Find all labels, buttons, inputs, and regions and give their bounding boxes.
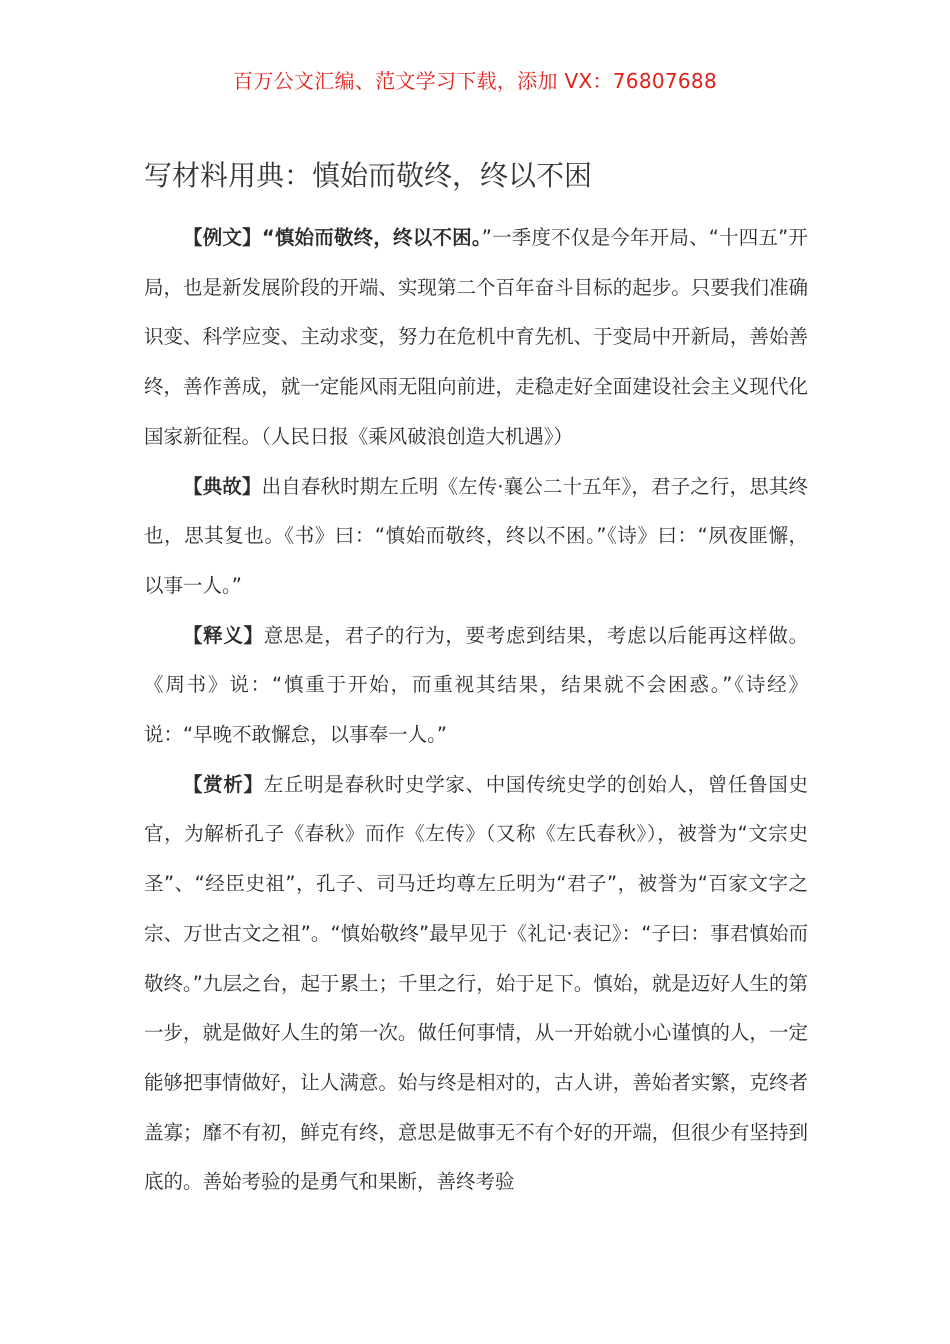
paragraph-emphasis: “慎始而敬终，终以不困。 — [261, 226, 482, 249]
paragraph-text: 意思是，君子的行为，要考虑到结果，考虑以后能再这样做。《周书》说：“慎重于开始，而重视其结果，结果就不会困惑。”《诗经》说：“早晚不敢懈怠，以事奉一人。” — [144, 623, 808, 747]
paragraph-text: 出自春秋时期左丘明《左传·襄公二十五年》，君子之行，思其终也，思其复也。《书》曰：“慎始而敬终，终以不困。”《诗》曰：“夙夜匪懈，以事一人。” — [144, 474, 808, 597]
paragraph-analysis — [144, 760, 808, 1207]
paragraph-text: ”一季度不仅是今年开局、“十四五”开局，也是新发展阶段的开端、实现第二个百年奋斗目标的起步。只要我们准确识变、科学应变、主动求变，努力在危机中育先机、于变局中开新局，善始善终，善作善成，就一定能风雨无阻向前进，走稳走好全面建设社会主义现代化国家新征程。（人民日报《乘风破浪创造大机遇》） — [144, 226, 808, 448]
paragraph-tag: 【赏析】 — [183, 772, 264, 796]
paragraph-tag: 【释义】 — [183, 623, 264, 647]
paragraph-tag: 【例文】 — [183, 226, 262, 249]
paragraph-allusion — [144, 462, 808, 611]
document-title: 写材料用典：慎始而敬终，终以不困 — [144, 159, 593, 192]
document-body — [144, 213, 808, 1207]
header-banner: 百万公文汇编、范文学习下载，添加 VX：76807688 — [233, 69, 717, 93]
paragraph-meaning — [144, 611, 808, 760]
paragraph-tag: 【典故】 — [183, 474, 262, 498]
paragraph-example — [144, 213, 808, 462]
paragraph-text: 左丘明是春秋时史学家、中国传统史学的创始人，曾任鲁国史官，为解析孔子《春秋》而作《左传》（又称《左氏春秋》），被誉为“文宗史圣”、“经臣史祖”，孔子、司马迁均尊左丘明为“君子”，被誉为“百家文字之宗、万世古文之祖”。“慎始敬终”最早见于《礼记·表记》：“子曰：事君慎始而敬终。”九层之台，起于累土；千里之行，始于足下。慎始，就是迈好人生的第一步，就是做好人生的第一次。做任何事情，从一开始就小心谨慎的人，一定能够把事情做好，让人满意。始与终是相对的，古人讲，善始者实繁，克终者盖寡；靡不有初，鲜克有终，意思是做事无不有个好的开端，但很少有坚持到底的。善始考验的是勇气和果断，善终考验 — [144, 772, 808, 1194]
